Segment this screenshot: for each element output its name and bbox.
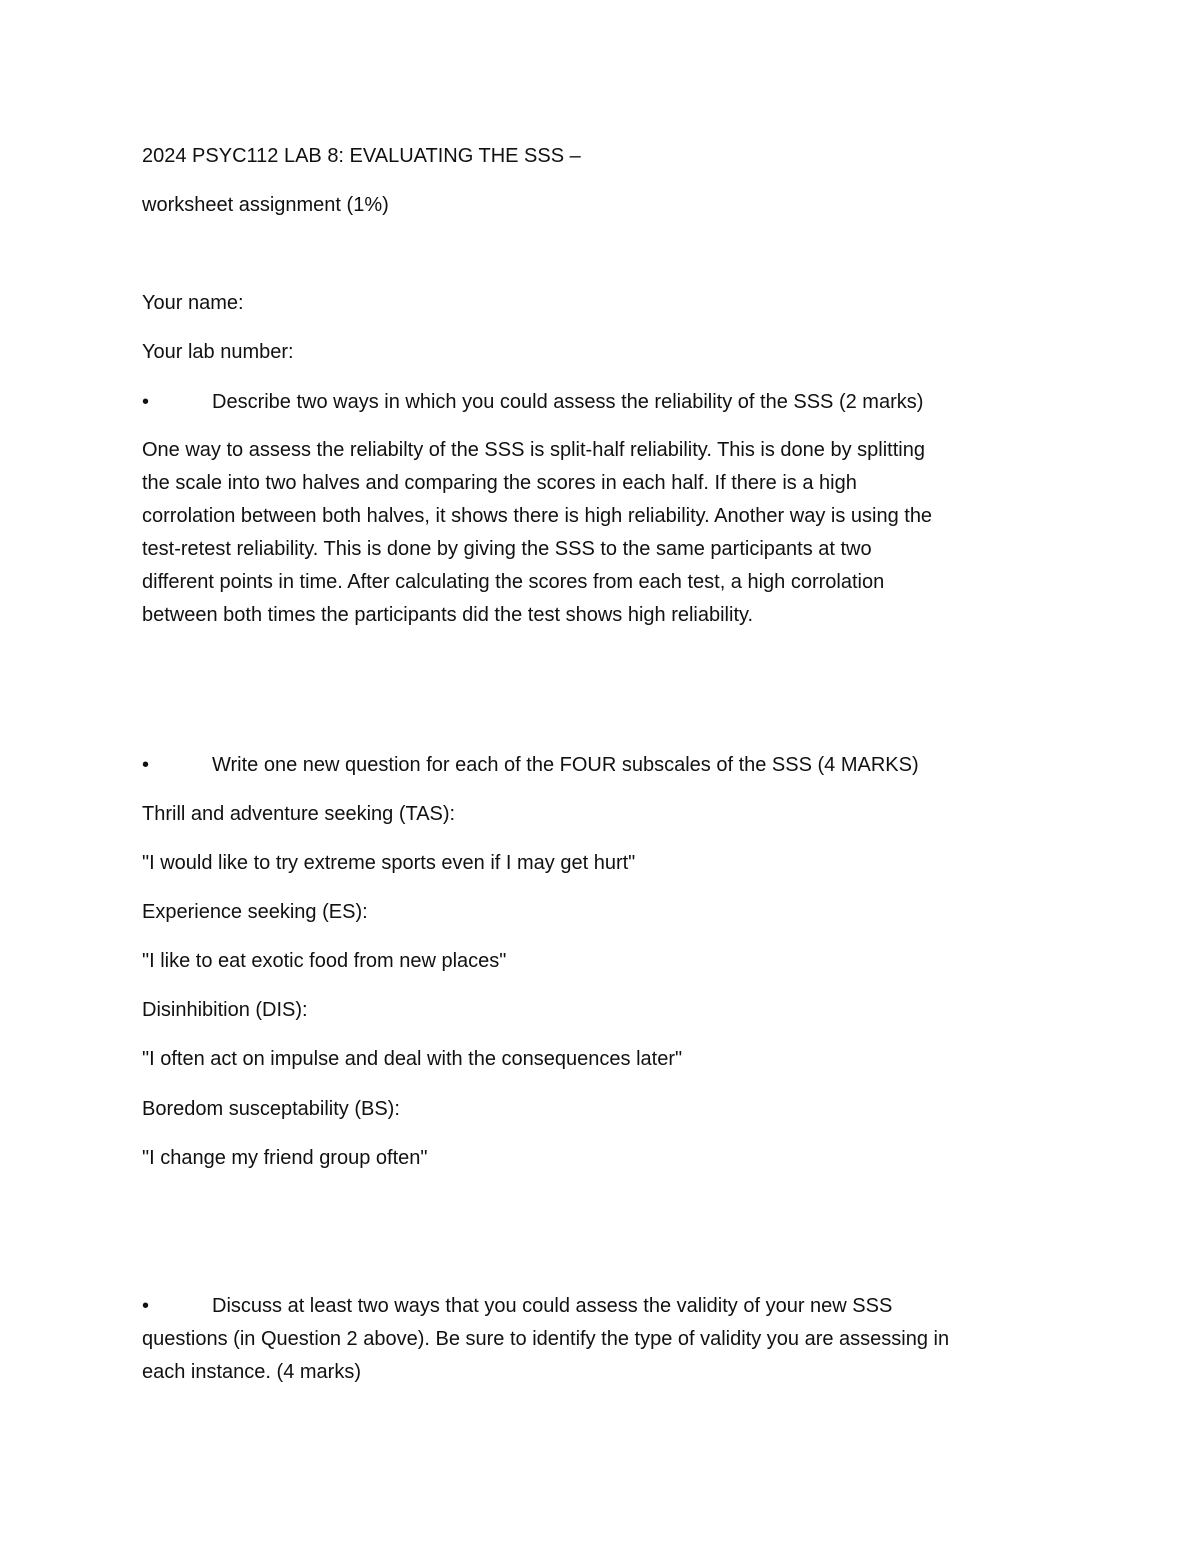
answer-line: corrolation between both halves, it shows there is high reliability. Another way is using the	[142, 505, 933, 527]
subscale-label-tas: Thrill and adventure seeking (TAS):	[142, 803, 456, 825]
subscale-label-dis: Disinhibition (DIS):	[142, 999, 308, 1021]
question-2-text: Write one new question for each of the FOUR subscales of the SSS (4 MARKS)	[212, 754, 919, 776]
lab-number-field-label: Your lab number:	[142, 341, 294, 363]
answer-line: One way to assess the reliabilty of the SSS is split-half reliability. This is done by splitting	[142, 439, 925, 461]
bullet-icon: •	[142, 1295, 150, 1317]
prompt-line: questions (in Question 2 above). Be sure to identify the type of validity you are assessing in	[142, 1328, 950, 1350]
question-3-text-first-line: Discuss at least two ways that you could assess the validity of your new SSS	[212, 1295, 893, 1317]
answer-line: between both times the participants did the test shows high reliability.	[142, 604, 754, 626]
answer-line: different points in time. After calculating the scores from each test, a high corrolation	[142, 571, 885, 593]
document-title: 2024 PSYC112 LAB 8: EVALUATING THE SSS –	[142, 145, 581, 167]
bullet-icon: •	[142, 754, 150, 776]
name-field-label: Your name:	[142, 292, 244, 314]
subscale-answer-dis: "I often act on impulse and deal with the consequences later"	[142, 1048, 683, 1070]
question-3-continuation	[142, 1323, 1062, 1389]
prompt-line: each instance. (4 marks)	[142, 1361, 361, 1383]
bullet-icon: •	[142, 391, 150, 413]
subscale-label-bs: Boredom susceptability (BS):	[142, 1098, 400, 1120]
document-subtitle: worksheet assignment (1%)	[142, 194, 389, 216]
question-1-answer	[142, 434, 1062, 632]
subscale-label-es: Experience seeking (ES):	[142, 901, 368, 923]
subscale-answer-tas: "I would like to try extreme sports even if I may get hurt"	[142, 852, 636, 874]
question-1-text: Describe two ways in which you could assess the reliability of the SSS (2 marks)	[212, 391, 924, 413]
subscale-answer-bs: "I change my friend group often"	[142, 1147, 428, 1169]
subscale-answer-es: "I like to eat exotic food from new places"	[142, 950, 507, 972]
answer-line: test-retest reliability. This is done by giving the SSS to the same participants at two	[142, 538, 872, 560]
answer-line: the scale into two halves and comparing the scores in each half. If there is a high	[142, 472, 857, 494]
